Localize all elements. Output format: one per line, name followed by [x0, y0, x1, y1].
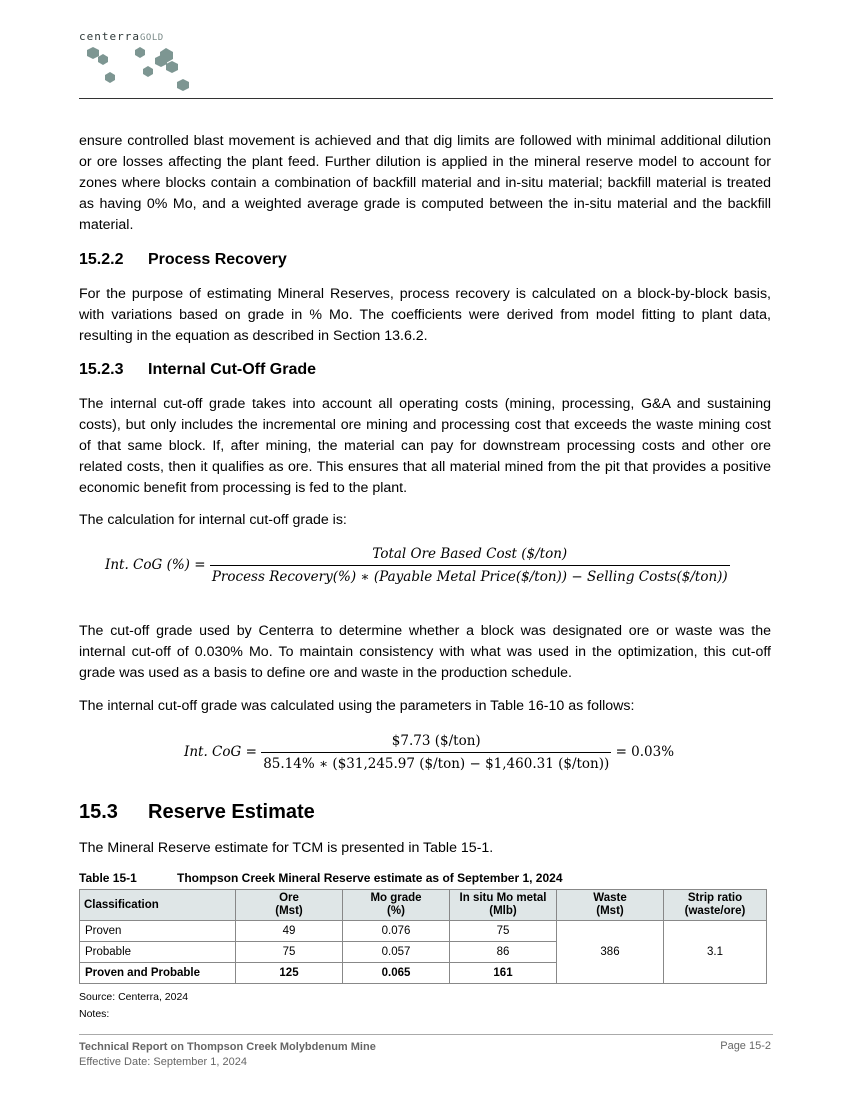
col-ore: Ore (Mst) [236, 890, 343, 921]
cell-metal: 75 [450, 921, 557, 942]
cell-classification: Probable [80, 942, 236, 963]
cell-classification: Proven and Probable [80, 963, 236, 984]
paragraph-cutoff-used: The cut-off grade used by Centerra to determine whether a block was designated ore or waste was the internal cut-off of 0.030% Mo. To maintain consistency with what was used in the optimization, this cut-off grade was used as a basis to define ore and waste in the production schedule. [79, 623, 771, 681]
formula2-denominator: 85.14% ∗ ($31,245.97 ($/ton) − $1,460.31 ($/ton)) [261, 752, 611, 772]
formula-numerator: Total Ore Based Cost ($/ton) [372, 546, 568, 562]
cutoff-formula [105, 546, 730, 585]
cutoff-calculation [184, 733, 674, 772]
col-classification: Classification [80, 890, 236, 921]
paragraph-reserve-intro: The Mineral Reserve estimate for TCM is presented in Table 15-1. [79, 840, 494, 856]
logo-wordmark: centerraGOLD [79, 30, 164, 43]
heading-internal-cutoff: 15.2.3 Internal Cut-Off Grade [79, 361, 317, 378]
col-mo-grade: Mo grade (%) [343, 890, 450, 921]
table-row [80, 921, 767, 942]
paragraph-process-recovery: For the purpose of estimating Mineral Reserves, process recovery is calculated on a block-by-block basis, with variations based on grade in % Mo. The coefficients were derived from model fitting to plant data, resulting in the equation as described in Section 13.6.2. [79, 286, 771, 344]
formula2-result: = 0.03% [615, 744, 675, 760]
table-caption: Table 15-1 Thompson Creek Mineral Reserve estimate as of September 1, 2024 [79, 871, 563, 885]
cell-ore: 49 [236, 921, 343, 942]
footer-rule [79, 1034, 773, 1035]
cell-waste: 386 [557, 921, 664, 984]
heading-process-recovery: 15.2.2 Process Recovery [79, 251, 287, 268]
footer-info [79, 1040, 376, 1070]
col-waste: Waste (Mst) [557, 890, 664, 921]
header-rule [79, 98, 773, 99]
cell-ore: 75 [236, 942, 343, 963]
paragraph-dilution: ensure controlled blast movement is achieved and that dig limits are followed with minimal additional dilution or ore losses affecting the plant feed. Further dilution is applied in the mineral reserve model to account for zones where blocks contain a combination of backfill material and in-situ material; backfill material is treated as having 0% Mo, and a weighted average grade is computed between the in-situ material and the backfill material. [79, 133, 771, 233]
col-mo-metal: In situ Mo metal (Mlb) [450, 890, 557, 921]
cell-grade: 0.057 [343, 942, 450, 963]
hexagon-cluster-icon [79, 30, 209, 94]
cell-ore: 125 [236, 963, 343, 984]
formula-lhs: Int. CoG (%) = [105, 557, 206, 573]
paragraph-calculation-intro: The calculation for internal cut-off grade is: [79, 512, 347, 528]
cell-metal: 161 [450, 963, 557, 984]
formula2-numerator: $7.73 ($/ton) [391, 733, 481, 749]
formula2-lhs: Int. CoG = [184, 744, 257, 760]
paragraph-internal-cutoff: The internal cut-off grade takes into account all operating costs (mining, processing, G&A and sustaining costs), but only includes the incremental ore mining and processing cost that exceeds the waste mining cost of that same block. If, after mining, the material can pay for downstream processing costs and other ore related costs, then it qualifies as ore. This ensures that all material mined from the pit that provides a positive economic benefit from processing is fed to the plant. [79, 396, 771, 496]
formula-fraction [210, 546, 730, 585]
cell-classification: Proven [80, 921, 236, 942]
reserve-table [79, 889, 767, 984]
footer-effective-date: Effective Date: September 1, 2024 [79, 1056, 247, 1068]
formula-denominator: Process Recovery(%) ∗ (Payable Metal Price($/ton)) − Selling Costs($/ton)) [210, 565, 730, 585]
company-logo [79, 30, 209, 94]
footer-title: Technical Report on Thompson Creek Molybdenum Mine [79, 1041, 376, 1053]
cell-strip-ratio: 3.1 [664, 921, 767, 984]
cell-grade: 0.065 [343, 963, 450, 984]
table-notes: Notes: [79, 1008, 110, 1020]
page-number: Page 15-2 [720, 1040, 771, 1052]
table-header-row [80, 890, 767, 921]
formula2-fraction [261, 733, 611, 772]
cell-grade: 0.076 [343, 921, 450, 942]
paragraph-parameters: The internal cut-off grade was calculated using the parameters in Table 16-10 as follows: [79, 698, 635, 714]
col-strip-ratio: Strip ratio (waste/ore) [664, 890, 767, 921]
cell-metal: 86 [450, 942, 557, 963]
table-source: Source: Centerra, 2024 [79, 991, 189, 1003]
heading-reserve-estimate: 15.3 Reserve Estimate [79, 801, 315, 823]
